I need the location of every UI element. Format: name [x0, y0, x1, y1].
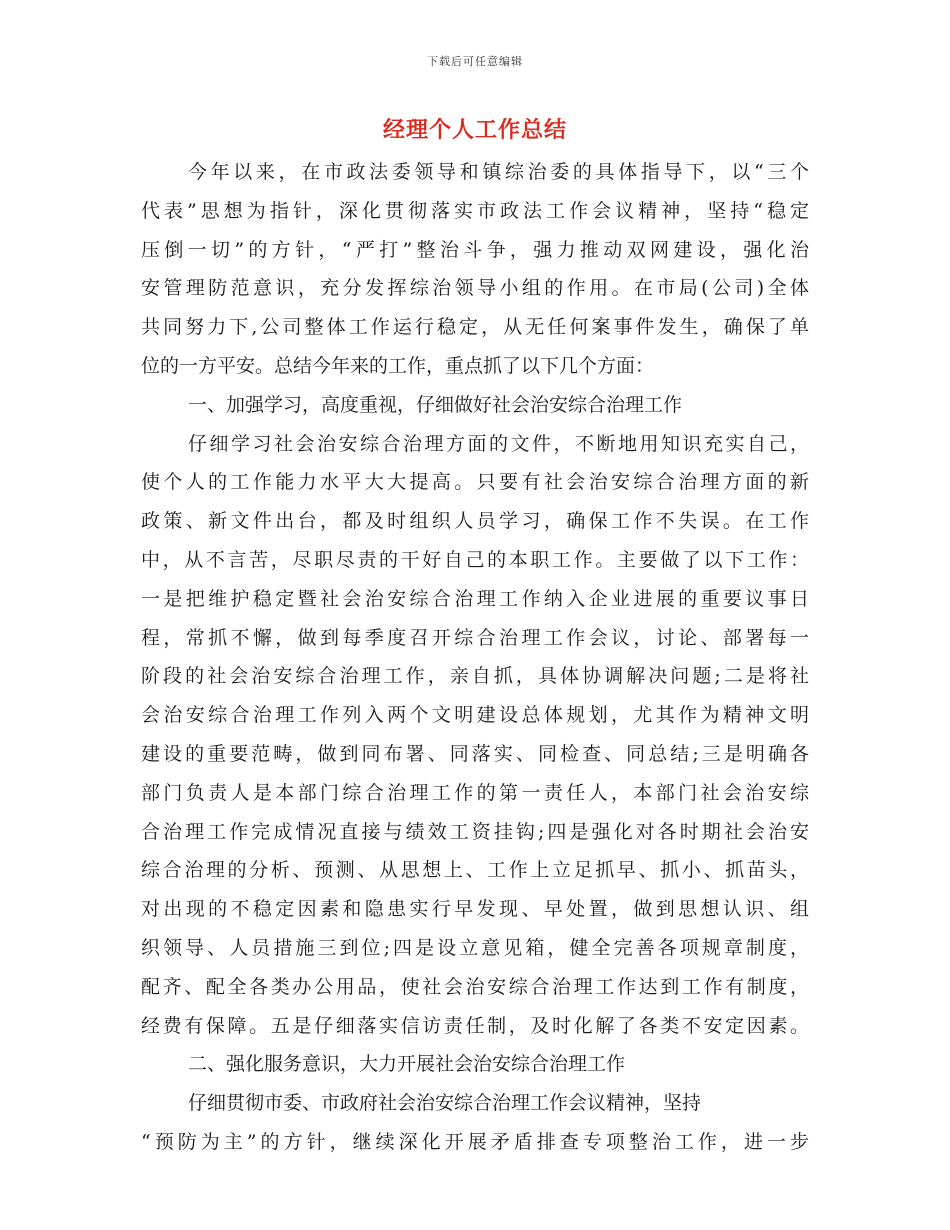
text-line: 二、强化服务意识，大力开展社会治安综合治理工作	[188, 1053, 626, 1076]
text-line: 今年以来，在市政法委领导和镇综治委的具体指导下，以“三个	[188, 161, 809, 183]
text-line: 配齐、配全各类办公用品，使社会治安综合治理工作达到工作有制度，	[141, 975, 809, 998]
text-line: 政策、新文件出台，都及时组织人员学习，确保工作不失误。在工作	[141, 510, 809, 533]
text-line: 仔细贯彻市委、市政府社会治安综合治理工作会议精神，坚持	[188, 1092, 702, 1115]
text-line: 仔细学习社会治安综合治理方面的文件，不断地用知识充实自己，	[188, 432, 809, 455]
text-line: 部门负责人是本部门综合治理工作的第一责任人，本部门社会治安综	[141, 781, 809, 804]
text-line: 阶段的社会治安综合治理工作，亲自抓，具体协调解决问题;二是将社	[141, 665, 809, 688]
text-line: 程，常抓不懈，做到每季度召开综合治理工作会议，讨论、部署每一	[141, 626, 809, 649]
text-line: 合治理工作完成情况直接与绩效工资挂钩;四是强化对各时期社会治安	[141, 820, 809, 843]
text-line: 安管理防范意识，充分发挥综治领导小组的作用。在市局(公司)全体	[141, 277, 809, 300]
text-line: 经费有保障。五是仔细落实信访责任制，及时化解了各类不安定因素。	[141, 1014, 809, 1037]
text-line: “预防为主”的方针，继续深化开展矛盾排查专项整治工作，进一步	[141, 1130, 809, 1153]
text-line: 中，从不言苦，尽职尽责的干好自己的本职工作。主要做了以下工作：	[141, 548, 809, 571]
text-line: 建设的重要范畴，做到同布署、同落实、同检查、同总结;三是明确各	[141, 742, 809, 765]
text-line: 代表”思想为指针，深化贯彻落实市政法工作会议精神，坚持“稳定	[141, 199, 809, 222]
text-line: 位的一方平安。总结今年来的工作，重点抓了以下几个方面：	[141, 354, 655, 377]
text-line: 一是把维护稳定暨社会治安综合治理工作纳入企业进展的重要议事日	[141, 587, 809, 610]
text-line: 压倒一切”的方针，“严打”整治斗争，强力推动双网建设，强化治	[141, 238, 809, 261]
document-body	[141, 153, 809, 1162]
text-line: 使个人的工作能力水平大大提高。只要有社会治安综合治理方面的新	[141, 471, 809, 494]
text-line: 综合治理的分析、预测、从思想上、工作上立足抓早、抓小、抓苗头，	[141, 859, 809, 882]
document-title: 经理个人工作总结	[382, 117, 567, 143]
text-line: 对出现的不稳定因素和隐患实行早发现、早处置，做到思想认识、组	[141, 898, 809, 921]
text-line: 会治安综合治理工作列入两个文明建设总体规划，尤其作为精神文明	[141, 704, 809, 727]
text-line: 一、加强学习，高度重视，仔细做好社会治安综合治理工作	[188, 393, 683, 416]
text-line: 共同努力下,公司整体工作运行稳定，从无任何案事件发生，确保了单	[141, 316, 809, 339]
text-line: 织领导、人员措施三到位;四是设立意见箱，健全完善各项规章制度，	[141, 936, 809, 959]
header-note: 下载后可任意编辑	[427, 55, 523, 68]
